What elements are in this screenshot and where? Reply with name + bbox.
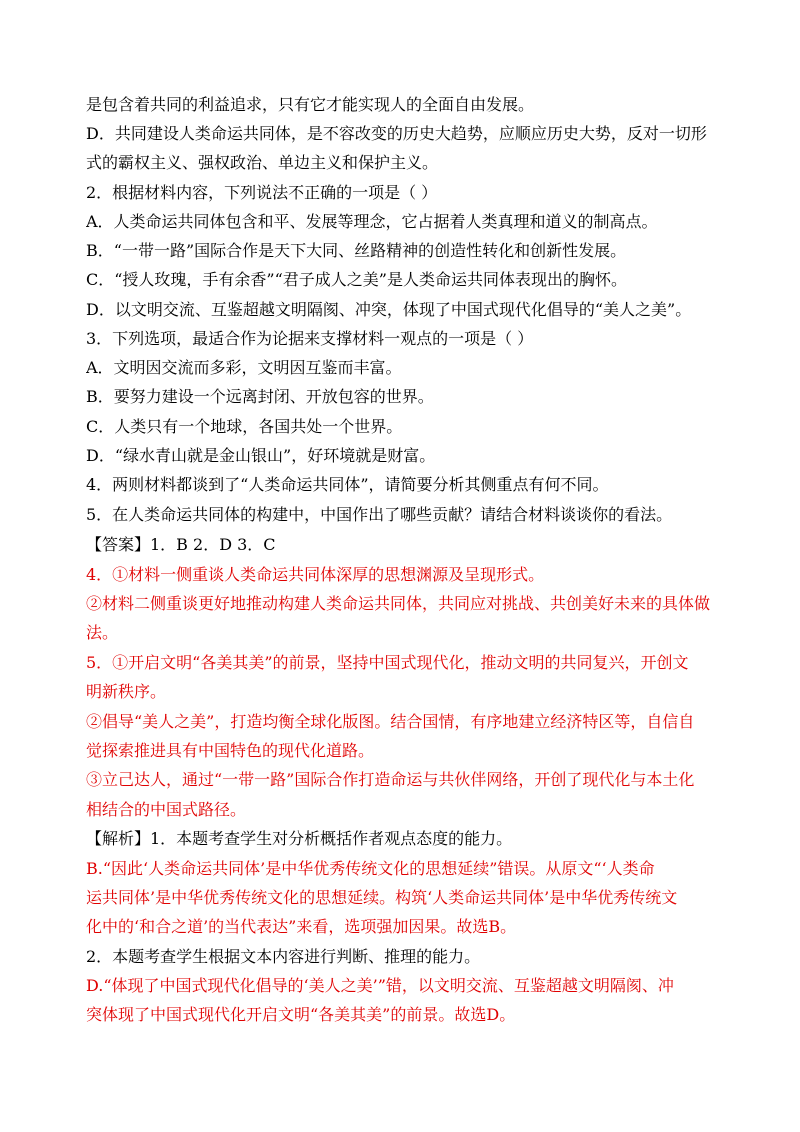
text-line: B．要努力建设一个远离封闭、开放包容的世界。 — [86, 387, 434, 406]
text-line: 2．根据材料内容，下列说法不正确的一项是（ ） — [86, 183, 438, 202]
text-line: B.“因此‘人类命运共同体’是中华优秀传统文化的思想延续”错误。从原文“‘人类命 — [86, 859, 655, 878]
text-line: D.“体现了中国式现代化倡导的‘美人之美’”错，以文明交流、互鉴超越文明隔阂、冲 — [86, 976, 674, 995]
text-line: 相结合的中国式路径。 — [86, 800, 247, 819]
text-line: 突体现了中国式现代化开启文明“各美其美”的前景。故选D。 — [86, 1005, 516, 1024]
text-line: B．“一带一路”国际合作是天下大同、丝路精神的创造性转化和创新性发展。 — [86, 241, 627, 260]
text-line: 3．下列选项，最适合作为论据来支撑材料一观点的一项是（ ） — [86, 329, 534, 348]
text-line: ②倡导“美人之美”，打造均衡全球化版图。结合国情，有序地建立经济特区等，自信自 — [86, 712, 695, 731]
text-line: D．“绿水青山就是金山银山”，好环境就是财富。 — [86, 446, 436, 465]
text-line: 法。 — [86, 623, 119, 642]
text-line: 是包含着共同的利益追求，只有它才能实现人的全面自由发展。 — [86, 95, 535, 114]
text-line: 2．本题考查学生根据文本内容进行判断、推理的能力。 — [86, 947, 481, 966]
text-line: 明新秩序。 — [86, 682, 167, 701]
text-line: 式的霸权主义、强权政治、单边主义和保护主义。 — [86, 153, 439, 172]
text-line: 4．①材料一侧重谈人类命运共同体深厚的思想渊源及呈现形式。 — [86, 565, 545, 584]
text-line: 运共同体’是中华优秀传统文化的思想延续。构筑‘人类命运共同体’是中华优秀传统文 — [86, 888, 678, 907]
text-line: 5．在人类命运共同体的构建中，中国作出了哪些贡献？请结合材料谈谈你的看法。 — [86, 505, 673, 524]
text-line: 【答案】1．B 2．D 3．C — [86, 535, 276, 554]
text-line: A．人类命运共同体包含和平、发展等理念，它占据着人类真理和道义的制高点。 — [86, 212, 658, 231]
text-line: 4．两则材料都谈到了“人类命运共同体”，请简要分析其侧重点有何不同。 — [86, 475, 609, 494]
text-line: D．共同建设人类命运共同体，是不容改变的历史大趋势，应顺应历史大势，反对一切形 — [86, 124, 707, 143]
text-line: ②材料二侧重谈更好地推动构建人类命运共同体，共同应对挑战、共创美好未来的具体做 — [86, 594, 711, 613]
text-line: 5．①开启文明“各美其美”的前景，坚持中国式现代化，推动文明的共同复兴，开创文 — [86, 653, 689, 672]
text-line: A．文明因交流而多彩，文明因互鉴而丰富。 — [86, 358, 402, 377]
text-line: ③立己达人，通过“一带一路”国际合作打造命运与共伙伴网络，开创了现代化与本土化 — [86, 770, 695, 789]
text-line: C．“授人玫瑰，手有余香”“君子成人之美”是人类命运共同体表现出的胸怀。 — [86, 270, 627, 289]
text-line: D．以文明交流、互鉴超越文明隔阂、冲突，体现了中国式现代化倡导的“美人之美”。 — [86, 300, 692, 319]
text-line: 【解析】1．本题考查学生对分析概括作者观点态度的能力。 — [86, 829, 513, 848]
text-line: 化中的‘和合之道’的当代表达”来看，选项强加因果。故选B。 — [86, 917, 517, 936]
text-line: 觉探索推进具有中国特色的现代化道路。 — [86, 741, 375, 760]
text-line: C．人类只有一个地球，各国共处一个世界。 — [86, 417, 403, 436]
